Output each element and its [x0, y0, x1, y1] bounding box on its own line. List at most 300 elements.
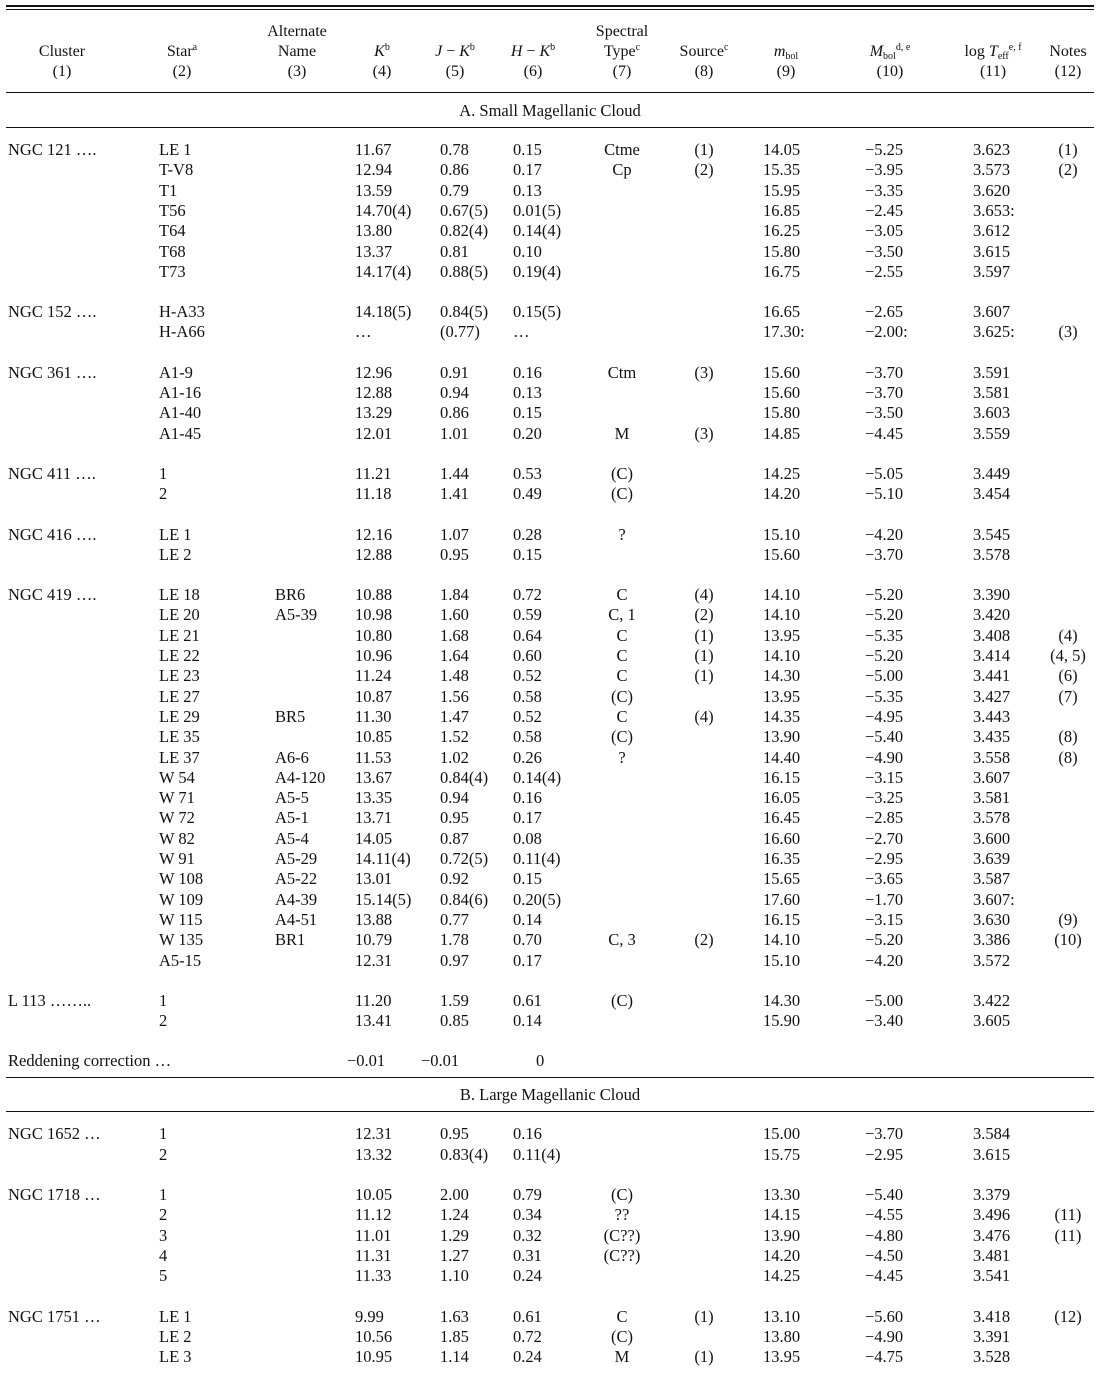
m-bol-cell: 16.75 [763, 261, 801, 281]
notes-cell: (8) [1058, 747, 1078, 767]
j-k-cell: 1.29 [440, 1225, 469, 1245]
notes-cell: (6) [1058, 666, 1078, 686]
star-cell: LE 37 [159, 747, 200, 767]
h-k-cell: 0.15 [513, 140, 542, 159]
source-cell: (3) [694, 362, 714, 382]
notes-cell: (3) [1058, 322, 1078, 342]
log-teff-cell: 3.620 [973, 180, 1011, 200]
spectral-type-cell: (C??) [603, 1245, 641, 1265]
log-teff-cell: 3.427 [973, 686, 1011, 706]
star-cell: W 135 [159, 930, 204, 950]
column-header-5 [435, 22, 475, 82]
column-header-line: (7) [612, 63, 632, 80]
m-bol-cell: 15.90 [763, 1011, 801, 1031]
alt-name-cell: BR6 [275, 585, 306, 605]
star-cell: W 108 [159, 869, 204, 889]
star-cell: LE 1 [159, 1306, 192, 1326]
column-header-line [373, 22, 392, 42]
abs-m-bol-cell: −3.50 [865, 241, 904, 261]
star-cell: 2 [159, 1144, 168, 1164]
j-k-cell: 0.95 [440, 808, 469, 828]
star-cell: LE 1 [159, 140, 192, 159]
j-k-cell: 1.78 [440, 930, 469, 950]
j-k-cell: 0.87 [440, 828, 469, 848]
k-mag-cell: 11.24 [355, 666, 392, 686]
log-teff-cell: 3.581 [973, 383, 1011, 402]
abs-m-bol-cell: −3.70 [865, 362, 904, 382]
star-cell: W 115 [159, 909, 203, 929]
k-mag-cell: 14.70(4) [355, 200, 412, 220]
column-header-line: (2) [172, 63, 192, 80]
abs-m-bol-cell: −3.35 [865, 180, 904, 200]
notes-cell: (11) [1054, 1225, 1082, 1245]
spectral-type-cell: (C) [611, 1326, 633, 1346]
h-k-cell: 0.70 [513, 930, 542, 950]
spectral-type-cell: ? [618, 524, 626, 544]
star-cell: 2 [159, 1011, 168, 1031]
m-bol-cell: 17.60 [763, 889, 801, 909]
h-k-cell: 0.24 [513, 1266, 542, 1286]
k-mag-cell: 14.11(4) [355, 849, 411, 868]
j-k-cell: 0.84(5) [440, 302, 489, 322]
abs-m-bol-cell: −2.95 [865, 1144, 904, 1164]
abs-m-bol-cell: −2.00: [865, 322, 908, 342]
k-mag-cell: 10.80 [355, 625, 393, 645]
h-k-cell: 0.26 [513, 747, 542, 767]
abs-m-bol-cell: −1.70 [865, 889, 904, 909]
table-row [0, 585, 1100, 605]
table-row [0, 140, 1100, 160]
spectral-type-cell: C [616, 585, 628, 605]
column-header-line: Spectral [595, 23, 649, 40]
k-mag-cell: 10.79 [355, 930, 393, 950]
abs-m-bol-cell: −5.10 [865, 484, 904, 504]
k-mag-cell: 14.05 [355, 828, 393, 848]
log-teff-cell: 3.612 [973, 221, 1011, 241]
k-mag-cell: 10.56 [355, 1326, 393, 1346]
j-k-cell: 0.86 [440, 403, 469, 423]
top-rule-inner [6, 9, 1094, 10]
m-bol-cell: 15.35 [763, 160, 801, 180]
column-header-line: $M_{bol}^{d, e}$ [869, 42, 911, 62]
star-cell: T-V8 [159, 160, 194, 180]
spectral-type-cell: (C) [611, 686, 633, 706]
abs-m-bol-cell: −5.00 [865, 990, 904, 1010]
notes-cell: (10) [1054, 930, 1082, 950]
j-k-cell: 1.27 [440, 1245, 469, 1265]
star-cell: LE 18 [159, 585, 200, 605]
m-bol-cell: 15.60 [763, 544, 801, 564]
abs-m-bol-cell: −5.20 [865, 605, 904, 625]
m-bol-cell: 15.10 [763, 524, 801, 544]
h-k-cell: … [513, 322, 530, 342]
m-bol-cell: 13.90 [763, 727, 801, 747]
star-cell: A1-40 [159, 403, 202, 423]
log-teff-cell: 3.422 [973, 990, 1011, 1010]
log-teff-cell: 3.443 [973, 706, 1011, 726]
spectral-type-cell: C [616, 1306, 628, 1326]
cluster-name: NGC 1751 … [8, 1306, 101, 1326]
m-bol-cell: 16.35 [763, 849, 801, 868]
abs-m-bol-cell: −4.90 [865, 1326, 904, 1346]
notes-cell: (4, 5) [1050, 646, 1086, 665]
k-mag-cell: 13.35 [355, 788, 393, 808]
star-cell: T56 [159, 200, 186, 220]
k-mag-cell: 11.67 [355, 140, 392, 159]
k-mag-cell: 11.20 [355, 990, 392, 1010]
star-cell: LE 1 [159, 524, 192, 544]
source-cell: (4) [694, 585, 714, 605]
table-row [0, 160, 1100, 180]
log-teff-cell: 3.607 [973, 302, 1011, 322]
spectral-type-cell: (C) [611, 484, 633, 504]
h-k-cell: 0.17 [513, 808, 542, 828]
m-bol-cell: 16.15 [763, 909, 801, 929]
m-bol-cell: 14.85 [763, 423, 801, 443]
h-k-cell: 0.17 [513, 160, 542, 180]
abs-m-bol-cell: −2.45 [865, 200, 904, 220]
star-cell: LE 3 [159, 1347, 192, 1367]
reddening-jk: −0.01 [421, 1051, 460, 1071]
abs-m-bol-cell: −2.55 [865, 261, 904, 281]
table-row [0, 829, 1100, 849]
k-mag-cell: 11.21 [355, 463, 392, 483]
log-teff-cell: 3.605 [973, 1011, 1011, 1031]
h-k-cell: 0.32 [513, 1225, 542, 1245]
log-teff-cell: 3.454 [973, 484, 1011, 504]
j-k-cell: 0.94 [440, 788, 469, 808]
alt-name-cell: A5-22 [275, 869, 318, 889]
k-mag-cell: 10.88 [355, 585, 393, 605]
j-k-cell: 1.02 [440, 747, 469, 767]
m-bol-cell: 15.60 [763, 362, 801, 382]
abs-m-bol-cell: −3.25 [865, 788, 904, 808]
source-cell: (2) [694, 605, 714, 625]
column-header-line: (3) [287, 63, 307, 80]
k-mag-cell: 14.18(5) [355, 302, 412, 322]
j-k-cell: 1.64 [440, 646, 469, 665]
table-row [0, 910, 1100, 930]
k-mag-cell: 12.88 [355, 544, 393, 564]
h-k-cell: 0.58 [513, 727, 542, 747]
abs-m-bol-cell: −4.45 [865, 1266, 904, 1286]
k-mag-cell: … [355, 322, 372, 342]
h-k-cell: 0.14(4) [513, 767, 562, 787]
m-bol-cell: 15.10 [763, 950, 801, 970]
notes-cell: (8) [1058, 727, 1078, 747]
j-k-cell: 0.67(5) [440, 200, 489, 220]
h-k-cell: 0.28 [513, 524, 542, 544]
abs-m-bol-cell: −4.20 [865, 524, 904, 544]
spectral-type-cell: ?? [614, 1205, 630, 1225]
table-row [0, 849, 1100, 869]
column-header-line: $K^b$ [374, 42, 390, 60]
star-cell: LE 22 [159, 646, 200, 665]
k-mag-cell: 13.41 [355, 1011, 393, 1031]
alt-name-cell: A4-120 [275, 767, 326, 787]
table-row [0, 768, 1100, 788]
table-row [0, 930, 1100, 950]
cluster-name: NGC 152 …. [8, 302, 97, 322]
spectral-type-cell: (C) [611, 463, 633, 483]
spectral-type-cell: C, 1 [608, 605, 636, 625]
m-bol-cell: 16.85 [763, 200, 801, 220]
log-teff-cell: 3.587 [973, 869, 1011, 889]
j-k-cell: 0.94 [440, 383, 469, 402]
j-k-cell: 0.92 [440, 869, 469, 889]
k-mag-cell: 11.12 [355, 1205, 392, 1225]
h-k-cell: 0.52 [513, 666, 542, 686]
table-row [0, 808, 1100, 828]
h-k-cell: 0.61 [513, 990, 542, 1010]
h-k-cell: 0.15 [513, 544, 542, 564]
j-k-cell: 0.84(4) [440, 767, 489, 787]
k-mag-cell: 13.67 [355, 767, 393, 787]
m-bol-cell: 15.80 [763, 403, 801, 423]
k-mag-cell: 10.05 [355, 1185, 393, 1204]
column-header-2 [167, 22, 197, 82]
column-header-line [1049, 22, 1086, 42]
h-k-cell: 0.17 [513, 950, 542, 970]
table-row [0, 262, 1100, 282]
m-bol-cell: 14.10 [763, 585, 801, 605]
m-bol-cell: 15.95 [763, 180, 801, 200]
j-k-cell: 0.82(4) [440, 221, 489, 241]
m-bol-cell: 14.10 [763, 605, 801, 625]
abs-m-bol-cell: −3.50 [865, 403, 904, 423]
k-mag-cell: 12.88 [355, 383, 393, 402]
j-k-cell: 0.97 [440, 950, 469, 970]
column-header-line: Type$^c$ [603, 42, 641, 60]
abs-m-bol-cell: −5.60 [865, 1306, 904, 1326]
star-cell: W 91 [159, 849, 195, 868]
notes-cell: (7) [1058, 686, 1078, 706]
log-teff-cell: 3.591 [973, 362, 1011, 382]
log-teff-cell: 3.390 [973, 585, 1011, 605]
log-teff-cell: 3.449 [973, 463, 1011, 483]
log-teff-cell: 3.623 [973, 140, 1011, 159]
j-k-cell: 0.85 [440, 1011, 469, 1031]
table-row [0, 484, 1100, 504]
column-header-line [167, 22, 197, 42]
abs-m-bol-cell: −5.35 [865, 625, 904, 645]
table-row [0, 646, 1100, 666]
table-row [0, 991, 1100, 1011]
m-bol-cell: 15.65 [763, 869, 801, 889]
log-teff-cell: 3.584 [973, 1124, 1011, 1144]
abs-m-bol-cell: −2.70 [865, 828, 904, 848]
log-teff-cell: 3.630 [973, 909, 1011, 929]
column-header-line: Cluster [38, 43, 86, 60]
table-row [0, 221, 1100, 241]
column-header-10 [870, 22, 911, 82]
abs-m-bol-cell: −5.25 [865, 140, 904, 159]
spectral-type-cell: Ctm [607, 362, 637, 382]
h-k-cell: 0.16 [513, 788, 542, 808]
j-k-cell: 1.85 [440, 1326, 469, 1346]
table-row [0, 1226, 1100, 1246]
cluster-name: NGC 361 …. [8, 362, 97, 382]
table-row [0, 363, 1100, 383]
table-row [0, 1307, 1100, 1327]
h-k-cell: 0.14 [513, 909, 542, 929]
j-k-cell: 1.47 [440, 706, 469, 726]
spectral-type-cell: C, 3 [608, 930, 636, 950]
table-row [0, 322, 1100, 342]
abs-m-bol-cell: −4.95 [865, 706, 904, 726]
spectral-type-cell: C [616, 706, 628, 726]
cluster-name: NGC 121 …. [8, 140, 97, 159]
h-k-cell: 0.10 [513, 241, 542, 261]
table-row [0, 605, 1100, 625]
cluster-name: L 113 …….. [8, 990, 92, 1010]
m-bol-cell: 16.65 [763, 302, 801, 322]
k-mag-cell: 13.88 [355, 909, 393, 929]
column-header-7 [596, 22, 648, 82]
log-teff-cell: 3.653: [973, 200, 1015, 220]
h-k-cell: 0.49 [513, 484, 542, 504]
j-k-cell: 0.95 [440, 1124, 469, 1144]
table-row [0, 1266, 1100, 1286]
table-row [0, 1347, 1100, 1367]
star-cell: W 71 [159, 788, 195, 808]
star-cell: LE 20 [159, 605, 200, 625]
log-teff-cell: 3.597 [973, 261, 1011, 281]
star-cell: LE 29 [159, 706, 200, 726]
table-row [0, 788, 1100, 808]
star-cell: T1 [159, 180, 178, 200]
k-mag-cell: 9.99 [355, 1306, 384, 1326]
log-teff-cell: 3.558 [973, 747, 1011, 767]
j-k-cell: 1.01 [440, 423, 469, 443]
star-cell: T68 [159, 241, 186, 261]
abs-m-bol-cell: −4.50 [865, 1245, 904, 1265]
column-header-line: (5) [445, 63, 465, 80]
log-teff-cell: 3.386 [973, 930, 1011, 950]
j-k-cell: 1.07 [440, 524, 469, 544]
star-cell: LE 23 [159, 666, 200, 686]
k-mag-cell: 12.16 [355, 524, 393, 544]
m-bol-cell: 13.95 [763, 1347, 801, 1367]
abs-m-bol-cell: −3.70 [865, 544, 904, 564]
abs-m-bol-cell: −5.20 [865, 646, 904, 665]
star-cell: W 109 [159, 889, 204, 909]
j-k-cell: 0.91 [440, 362, 469, 382]
m-bol-cell: 14.20 [763, 484, 801, 504]
h-k-cell: 0.19(4) [513, 261, 562, 281]
abs-m-bol-cell: −4.55 [865, 1205, 904, 1225]
j-k-cell: 1.84 [440, 585, 469, 605]
table-row [0, 727, 1100, 747]
reddening-row [0, 1051, 1100, 1071]
column-header-line [680, 22, 729, 42]
alt-name-cell: A5-39 [275, 605, 318, 625]
m-bol-cell: 14.30 [763, 990, 801, 1010]
star-cell: W 82 [159, 828, 195, 848]
table-row [0, 1185, 1100, 1205]
m-bol-cell: 15.75 [763, 1144, 801, 1164]
star-cell: T64 [159, 221, 186, 241]
log-teff-cell: 3.573 [973, 160, 1011, 180]
k-mag-cell: 11.31 [355, 1245, 392, 1265]
m-bol-cell: 14.20 [763, 1245, 801, 1265]
source-cell: (1) [694, 1306, 714, 1326]
j-k-cell: 0.78 [440, 140, 469, 159]
m-bol-cell: 13.30 [763, 1185, 801, 1204]
source-cell: (1) [694, 646, 714, 665]
j-k-cell: 1.44 [440, 463, 469, 483]
spectral-type-cell: ? [618, 747, 626, 767]
table-row [0, 1327, 1100, 1347]
spectral-type-cell: M [614, 423, 630, 443]
k-mag-cell: 10.87 [355, 686, 393, 706]
log-teff-cell: 3.600 [973, 828, 1011, 848]
column-header-line: $\log T_{eff}^{e, f}$ [964, 42, 1022, 62]
table-row [0, 1124, 1100, 1144]
column-header-line [774, 22, 798, 42]
star-cell: 4 [159, 1245, 168, 1265]
h-k-cell: 0.20(5) [513, 889, 562, 909]
column-header-line: (6) [523, 63, 543, 80]
table-row [0, 242, 1100, 262]
spectral-type-cell: (C) [611, 1185, 633, 1204]
k-mag-cell: 12.96 [355, 362, 393, 382]
star-cell: T73 [159, 261, 186, 281]
h-k-cell: 0.53 [513, 463, 542, 483]
star-cell: LE 27 [159, 686, 200, 706]
log-teff-cell: 3.639 [973, 849, 1011, 868]
table-row [0, 545, 1100, 565]
column-header-line [435, 22, 475, 42]
m-bol-cell: 13.90 [763, 1225, 801, 1245]
k-mag-cell: 11.53 [355, 747, 392, 767]
table-row [0, 1011, 1100, 1031]
j-k-cell: 1.10 [440, 1266, 469, 1286]
h-k-cell: 0.61 [513, 1306, 542, 1326]
spectral-type-cell: M [614, 1347, 630, 1367]
k-mag-cell: 13.37 [355, 241, 393, 261]
h-k-cell: 0.59 [513, 605, 542, 625]
m-bol-cell: 14.25 [763, 1266, 801, 1286]
alt-name-cell: BR1 [275, 930, 306, 950]
star-cell: 1 [159, 463, 168, 483]
spectral-type-cell: (C) [611, 990, 633, 1010]
star-cell: LE 35 [159, 727, 200, 747]
abs-m-bol-cell: −4.20 [865, 950, 904, 970]
table-row [0, 687, 1100, 707]
column-header-line: (10) [876, 63, 904, 80]
alt-name-cell: A5-1 [275, 808, 309, 828]
spectral-type-cell: Cp [612, 160, 632, 180]
reddening-k: −0.01 [347, 1051, 386, 1071]
j-k-cell: (0.77) [440, 322, 480, 342]
h-k-cell: 0.16 [513, 362, 542, 382]
abs-m-bol-cell: −5.20 [865, 930, 904, 950]
h-k-cell: 0.34 [513, 1205, 542, 1225]
column-header-6 [511, 22, 555, 82]
header-rule [6, 92, 1094, 93]
m-bol-cell: 13.10 [763, 1306, 801, 1326]
h-k-cell: 0.11(4) [513, 1144, 561, 1164]
j-k-cell: 1.48 [440, 666, 469, 686]
section-rule [6, 127, 1094, 128]
h-k-cell: 0.08 [513, 828, 542, 848]
abs-m-bol-cell: −4.45 [865, 423, 904, 443]
j-k-cell: 1.14 [440, 1347, 469, 1367]
j-k-cell: 0.79 [440, 180, 469, 200]
m-bol-cell: 14.10 [763, 646, 801, 665]
m-bol-cell: 16.25 [763, 221, 801, 241]
